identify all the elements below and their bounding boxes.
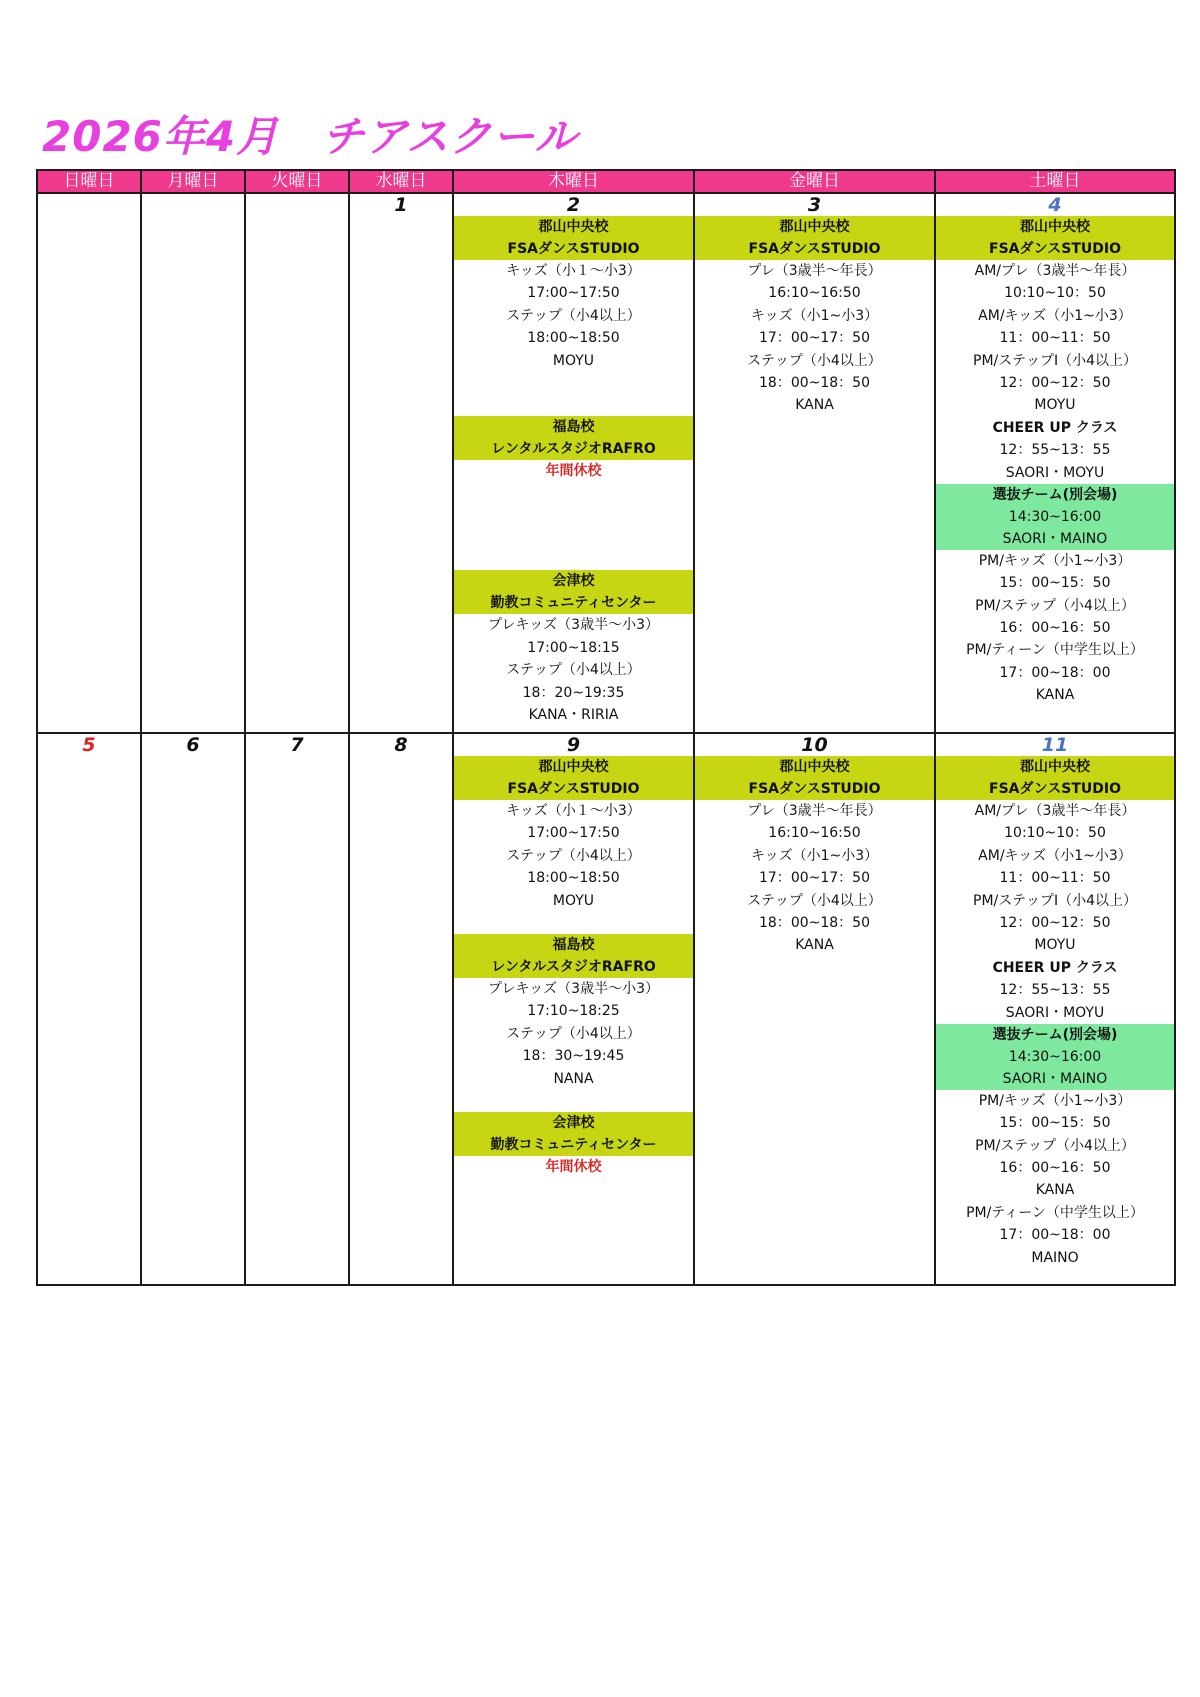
calendar-table — [36, 169, 1176, 1286]
class-line: KANA — [795, 937, 834, 954]
school-block — [454, 216, 693, 372]
page-title: 2026年4月 チアスクール — [42, 112, 578, 161]
class-line: プレ（3歳半〜年長） — [747, 803, 882, 819]
class-line: PM/キッズ（小1~小3） — [978, 1092, 1132, 1109]
day-cell — [37, 733, 141, 1285]
school-block — [454, 934, 693, 1090]
school-block — [695, 756, 934, 957]
class-line: MOYU — [1034, 397, 1076, 414]
school-header-line: 郡山中央校 — [779, 759, 850, 775]
class-line: ステップ（小4以上） — [747, 892, 882, 909]
school-block — [454, 1112, 693, 1178]
class-line: 18:00~18:50 — [527, 870, 620, 887]
select-team-line: 選抜チーム(別会場) — [992, 1026, 1118, 1043]
class-line: ステップ（小4以上） — [506, 662, 641, 679]
class-line: 16：00~16：50 — [999, 1160, 1111, 1177]
class-line: 16:10~16:50 — [768, 285, 861, 302]
class-line: PM/ステップ（小4以上） — [975, 597, 1135, 614]
class-line: 15：00~15：50 — [999, 1115, 1111, 1132]
class-line: 17:00~17:50 — [527, 825, 620, 842]
class-line: 17:10~18:25 — [527, 1003, 620, 1020]
class-line: PM/ステップⅠ（小4以上） — [973, 352, 1137, 369]
class-line: KANA — [1035, 1182, 1075, 1199]
school-header — [454, 216, 693, 260]
school-header-line: レンタルスタジオRAFRO — [491, 440, 656, 457]
day-cell — [37, 193, 141, 733]
day-number: 2 — [566, 194, 581, 216]
day-cell — [349, 193, 453, 733]
class-line: 18：30~19:45 — [522, 1048, 625, 1065]
school-header — [695, 216, 934, 260]
weekday-tuesday: 火曜日 — [245, 170, 349, 193]
school-header-line: 郡山中央校 — [1020, 219, 1090, 235]
school-header-line: FSAダンスSTUDIO — [507, 781, 640, 797]
day-number: 6 — [186, 734, 200, 756]
class-line: PM/ティーン（中学生以上） — [966, 1204, 1144, 1221]
weekday-saturday: 土曜日 — [935, 170, 1175, 193]
select-team-line: SAORI・MAINO — [1002, 530, 1108, 547]
class-line: KANA — [1035, 687, 1075, 704]
school-header — [936, 756, 1174, 800]
school-header-line: 会津校 — [552, 1114, 595, 1131]
school-header-line: レンタルスタジオRAFRO — [491, 958, 656, 975]
class-line: 17:00~17:50 — [527, 285, 620, 302]
class-line: 18：20~19:35 — [522, 684, 625, 701]
school-header-line: FSAダンスSTUDIO — [507, 241, 640, 257]
class-line: 17：00~17：50 — [759, 870, 870, 887]
select-team-block — [936, 484, 1174, 550]
day-cell — [935, 733, 1175, 1285]
class-line: MOYU — [552, 892, 595, 909]
day-number: 11 — [1041, 734, 1069, 756]
day-cell — [935, 193, 1175, 733]
school-header-line: 郡山中央校 — [538, 759, 609, 775]
class-line: PM/ステップ（小4以上） — [975, 1137, 1135, 1154]
school-header — [454, 570, 693, 614]
day-number — [38, 194, 140, 216]
class-line: KANA — [795, 397, 834, 414]
school-header — [454, 416, 693, 460]
school-header-line: FSAダンスSTUDIO — [748, 781, 881, 797]
week-row — [37, 193, 1175, 733]
day-number: 9 — [566, 734, 581, 756]
day-cell — [694, 733, 935, 1285]
class-line: 18：00~18：50 — [759, 914, 870, 931]
school-block — [454, 570, 693, 726]
class-line: 15：00~15：50 — [999, 575, 1111, 592]
class-line: KANA・RIRIA — [528, 706, 619, 723]
weekday-header-row — [37, 170, 1175, 193]
spacer — [454, 1090, 693, 1112]
school-block — [454, 416, 693, 482]
school-header-line: FSAダンスSTUDIO — [989, 781, 1121, 797]
class-line: キッズ（小1~小3） — [750, 307, 879, 324]
class-line: 11：00~11：50 — [999, 330, 1111, 347]
class-line: MOYU — [1034, 937, 1076, 954]
school-block — [936, 756, 1174, 1024]
class-line: AM/プレ（3歳半〜年長） — [974, 263, 1136, 279]
select-team-line: 14:30~16:00 — [1008, 1048, 1102, 1065]
school-header-line: 福島校 — [552, 936, 595, 953]
closed-notice: 年間休校 — [545, 1158, 602, 1175]
class-line: ステップ（小4以上） — [747, 352, 882, 369]
class-line: AM/キッズ（小1~小3） — [978, 307, 1132, 324]
school-header — [454, 1112, 693, 1156]
select-team-line: SAORI・MAINO — [1002, 1070, 1108, 1087]
class-line: NANA — [553, 1070, 594, 1087]
class-line: PM/ステップⅠ（小4以上） — [973, 892, 1137, 909]
day-number — [142, 194, 244, 216]
school-header — [936, 216, 1174, 260]
class-line: プレキッズ（3歳半〜小3） — [488, 980, 659, 997]
school-header — [695, 756, 934, 800]
school-header-line: 会津校 — [552, 573, 595, 590]
day-number: 4 — [1048, 194, 1062, 216]
class-line: 11：00~11：50 — [999, 870, 1111, 887]
class-line: PM/ティーン（中学生以上） — [966, 642, 1144, 659]
weekday-friday: 金曜日 — [694, 170, 935, 193]
class-title-line: CHEER UP クラス — [992, 959, 1118, 976]
class-line: 18:00~18:50 — [527, 330, 620, 347]
class-line: 16:10~16:50 — [768, 825, 861, 842]
select-team-line: 選抜チーム(別会場) — [992, 486, 1118, 503]
day-number: 7 — [290, 734, 304, 756]
class-line: 10:10~10：50 — [1004, 825, 1106, 842]
weekday-monday: 月曜日 — [141, 170, 245, 193]
school-header-line: 福島校 — [552, 418, 595, 435]
class-title-line: CHEER UP クラス — [992, 419, 1118, 436]
class-line: 12：55~13：55 — [999, 442, 1111, 459]
class-line: 17：00~18：00 — [999, 1227, 1111, 1244]
day-number: 1 — [394, 194, 408, 216]
day-cell — [694, 193, 935, 733]
week-row — [37, 733, 1175, 1285]
day-cell — [141, 193, 245, 733]
day-cell — [245, 733, 349, 1285]
day-number: 10 — [801, 734, 828, 756]
spacer — [454, 482, 693, 570]
school-header-line: FSAダンスSTUDIO — [748, 241, 881, 257]
select-team-block — [936, 1024, 1174, 1090]
class-line: MAINO — [1031, 1249, 1079, 1266]
class-line: キッズ（小１〜小3） — [506, 803, 641, 819]
day-number — [246, 194, 348, 216]
weekday-wednesday: 水曜日 — [349, 170, 453, 193]
class-line: ステップ（小4以上） — [506, 1025, 641, 1042]
spacer — [454, 912, 693, 934]
class-line: ステップ（小4以上） — [506, 847, 641, 864]
school-header — [454, 756, 693, 800]
class-line: 16：00~16：50 — [999, 620, 1111, 637]
class-line: 18：00~18：50 — [759, 374, 870, 391]
school-header — [454, 934, 693, 978]
class-line: プレ（3歳半〜年長） — [747, 263, 882, 279]
class-line: 17:00~18:15 — [527, 639, 620, 656]
school-block — [454, 756, 693, 912]
school-header-line: 郡山中央校 — [538, 219, 609, 235]
class-line: AM/プレ（3歳半〜年長） — [974, 803, 1136, 819]
class-line: キッズ（小1~小3） — [750, 847, 879, 864]
school-block — [936, 1024, 1174, 1269]
day-cell — [349, 733, 453, 1285]
day-number: 5 — [82, 734, 96, 756]
class-line: 17：00~18：00 — [999, 664, 1111, 681]
class-line: 12：55~13：55 — [999, 982, 1111, 999]
select-team-line: 14:30~16:00 — [1008, 508, 1102, 525]
school-block — [695, 216, 934, 417]
class-line: 17：00~17：50 — [759, 330, 870, 347]
school-header-line: 勤教コミュニティセンター — [490, 1136, 657, 1153]
school-header-line: 郡山中央校 — [1020, 759, 1090, 775]
class-line: 12：00~12：50 — [999, 914, 1111, 931]
closed-notice: 年間休校 — [545, 462, 602, 479]
class-line: PM/キッズ（小1~小3） — [978, 552, 1132, 569]
class-line: AM/キッズ（小1~小3） — [978, 847, 1132, 864]
school-block — [936, 216, 1174, 484]
class-line: SAORI・MOYU — [1005, 1004, 1105, 1021]
school-header-line: FSAダンスSTUDIO — [989, 241, 1121, 257]
weekday-sunday: 日曜日 — [37, 170, 141, 193]
day-cell — [453, 193, 694, 733]
spacer — [454, 372, 693, 416]
school-block — [936, 484, 1174, 707]
class-line: キッズ（小１〜小3） — [506, 263, 641, 279]
class-line: MOYU — [552, 352, 595, 369]
day-cell — [141, 733, 245, 1285]
class-line: ステップ（小4以上） — [506, 307, 641, 324]
weekday-thursday: 木曜日 — [453, 170, 694, 193]
school-header-line: 郡山中央校 — [779, 219, 850, 235]
day-number: 8 — [394, 734, 408, 756]
class-line: 10:10~10：50 — [1004, 285, 1106, 302]
class-line: 12：00~12：50 — [999, 374, 1111, 391]
school-header-line: 勤教コミュニティセンター — [490, 595, 657, 612]
class-line: プレキッズ（3歳半〜小3） — [488, 617, 659, 634]
day-number: 3 — [807, 194, 822, 216]
day-cell — [245, 193, 349, 733]
class-line: SAORI・MOYU — [1005, 464, 1105, 481]
day-cell — [453, 733, 694, 1285]
